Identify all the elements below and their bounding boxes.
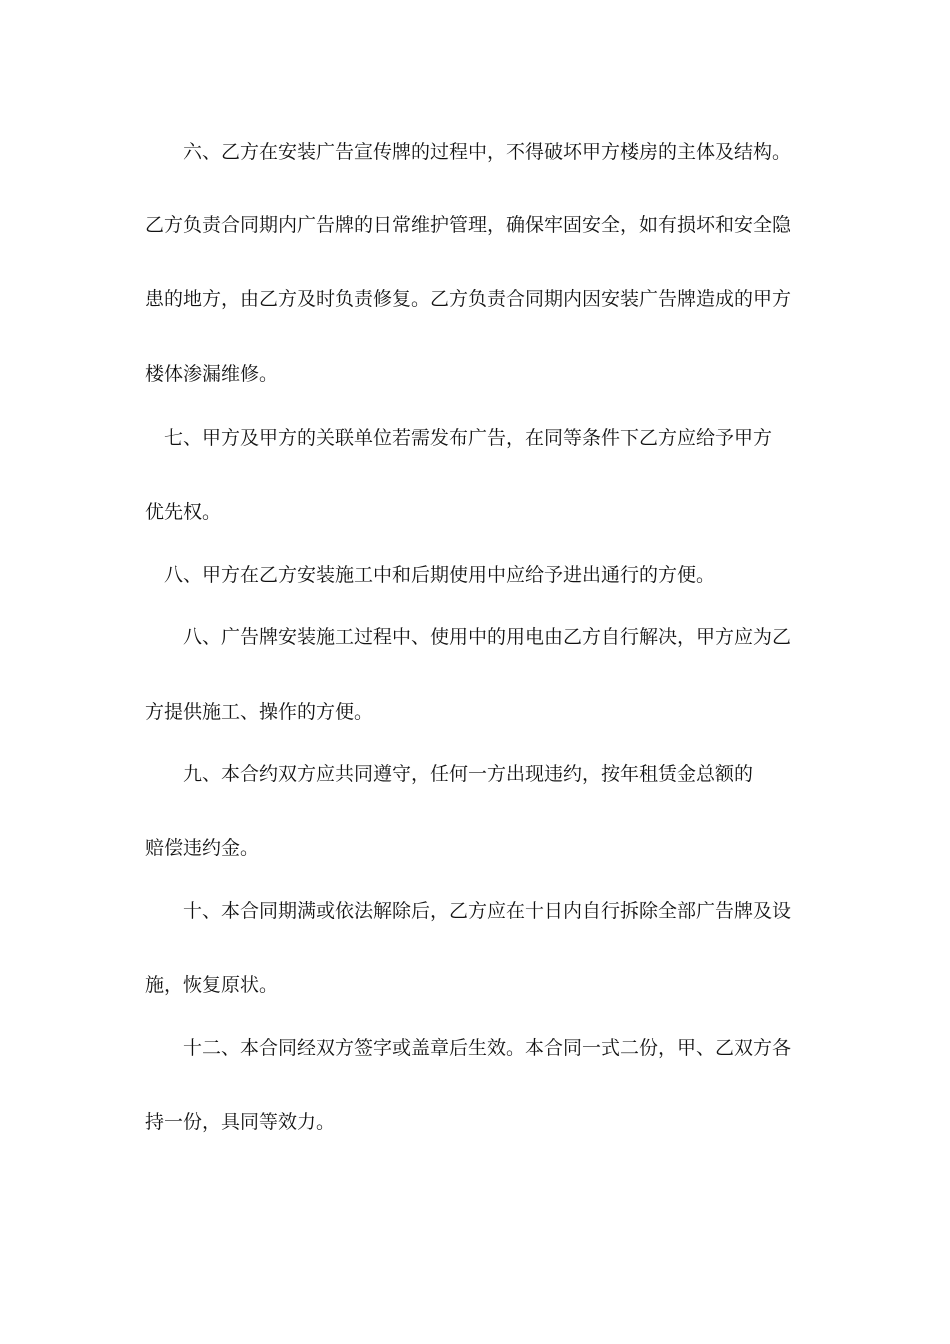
paragraph-6-line-1: 十、本合同期满或依法解除后，乙方应在十日内自行拆除全部广告牌及设 <box>145 900 792 922</box>
paragraph-1-line-4: 楼体渗漏维修。 <box>145 363 279 385</box>
paragraph-2-line-1: 七、甲方及甲方的关联单位若需发布广告，在同等条件下乙方应给予甲方 <box>145 427 773 449</box>
paragraph-4-line-2: 方提供施工、操作的方便。 <box>145 701 374 723</box>
paragraph-7-line-1: 十二、本合同经双方签字或盖章后生效。本合同一式二份，甲、乙双方各 <box>145 1037 792 1059</box>
paragraph-1-line-2: 乙方负责合同期内广告牌的日常维护管理，确保牢固安全，如有损坏和安全隐 <box>145 214 792 236</box>
paragraph-7-line-2: 持一份，具同等效力。 <box>145 1111 336 1133</box>
paragraph-5-line-1: 九、本合约双方应共同遵守，任何一方出现违约，按年租赁金总额的 <box>145 763 754 785</box>
paragraph-3-line-1: 八、甲方在乙方安装施工中和后期使用中应给予进出通行的方便。 <box>145 564 716 586</box>
paragraph-4-line-1: 八、广告牌安装施工过程中、使用中的用电由乙方自行解决，甲方应为乙 <box>145 626 792 648</box>
paragraph-1-line-3: 患的地方，由乙方及时负责修复。乙方负责合同期内因安装广告牌造成的甲方 <box>145 288 792 310</box>
paragraph-6-line-2: 施，恢复原状。 <box>145 974 279 996</box>
paragraph-1-line-1: 六、乙方在安装广告宣传牌的过程中，不得破坏甲方楼房的主体及结构。 <box>145 141 792 163</box>
paragraph-2-line-2: 优先权。 <box>145 501 222 523</box>
paragraph-5-line-2: 赔偿违约金。 <box>145 837 260 859</box>
